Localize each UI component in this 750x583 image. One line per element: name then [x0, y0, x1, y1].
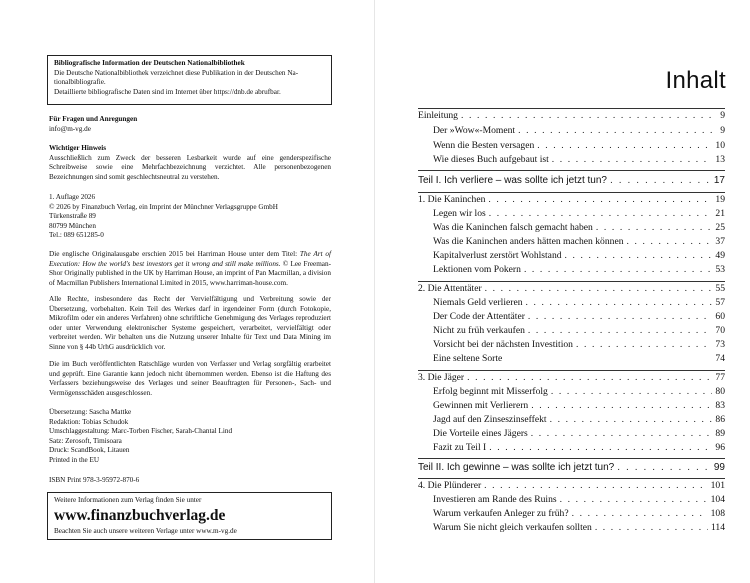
toc-entry	[433, 414, 725, 428]
biblio-line: Detaillierte bibliografische Daten sind im Internet über https://dnb.de abrufbar.	[54, 87, 281, 96]
toc-page: 80	[715, 386, 725, 397]
toc-rule	[418, 108, 725, 109]
toc-entry	[433, 353, 725, 367]
toc-page: 37	[715, 236, 725, 247]
toc-part-entry	[418, 175, 725, 189]
toc-label: 3. Die Jäger	[418, 372, 465, 383]
toc-page: 96	[715, 442, 725, 453]
toc-entry	[418, 372, 725, 386]
toc-leader	[484, 480, 707, 491]
toc-leader	[537, 140, 712, 151]
toc-page: 83	[715, 400, 725, 411]
toc-entry	[433, 154, 725, 168]
toc-label: 2. Die Attentäter	[418, 283, 482, 294]
toc-page: 101	[710, 480, 725, 491]
toc-leader	[524, 264, 712, 275]
toc-rule	[418, 281, 725, 282]
toc-leader	[485, 283, 713, 294]
credit-line: Printed in the EU	[49, 455, 100, 464]
toc-leader	[572, 508, 708, 519]
toc-label: Die Vorteile eines Jägers	[433, 428, 528, 439]
toc-page: 86	[715, 414, 725, 425]
toc-page: 53	[715, 264, 725, 275]
toc-leader	[528, 311, 713, 322]
questions-email: info@m-vg.de	[49, 124, 91, 133]
toc-entry	[418, 283, 725, 297]
biblio-line: Die Deutsche Nationalbibliothek verzeichnet diese Publikation in der Deutschen Na-	[54, 68, 299, 77]
toc-entry	[433, 522, 725, 536]
toc-page: 99	[713, 462, 725, 473]
bibliographic-info-box	[47, 55, 332, 105]
toc-part-entry	[418, 462, 725, 476]
credit-line: Übersetzung: Sascha Mattke	[49, 408, 132, 416]
toc-entry	[433, 125, 725, 139]
toc-label: Der Code der Attentäter	[433, 311, 525, 322]
toc-entry	[433, 208, 725, 222]
toc-entry	[418, 480, 725, 494]
toc-label: Erfolg beginnt mit Misserfolg	[433, 386, 548, 397]
toc-page: 114	[710, 522, 725, 533]
web-url: www.finanzbuchverlag.de	[54, 507, 226, 525]
edition-line: Türkenstraße 89	[49, 212, 96, 220]
credit-line: Satz: Zerosoft, Timisoara	[49, 436, 122, 445]
toc-label: Nicht zu früh verkaufen	[433, 325, 525, 336]
toc-page: 104	[710, 494, 725, 505]
toc-page: 108	[710, 508, 725, 519]
original-edition-block	[49, 250, 331, 288]
toc-label: 4. Die Plünderer	[418, 480, 482, 491]
web-outro: Beachten Sie auch unsere weiteren Verlage unter www.m-vg.de	[54, 526, 237, 535]
notice-block	[49, 144, 331, 182]
toc-label: Teil II. Ich gewinne – was sollte ich jetzt tun?	[418, 462, 615, 473]
toc-label: Investieren am Rande des Ruins	[433, 494, 557, 505]
toc-label: Legen wir los	[433, 208, 486, 219]
toc-label: 1. Die Kaninchen	[418, 194, 486, 205]
biblio-heading: Bibliografische Information der Deutschen Nationalbibliothek	[54, 59, 245, 67]
toc-page: 25	[715, 222, 725, 233]
biblio-line: tionalbibliografie.	[54, 78, 106, 86]
edition-line: 1. Auflage 2026	[49, 193, 96, 201]
disclaimer-block	[49, 360, 331, 398]
toc-label: Kapitalverlust zerstört Wohlstand	[433, 250, 562, 261]
toc-rule	[418, 370, 725, 371]
toc-leader	[531, 428, 713, 439]
toc-label: Was die Kaninchen anders hätten machen können	[433, 236, 624, 247]
toc-label: Wie dieses Buch aufgebaut ist	[433, 154, 549, 165]
toc-entry	[418, 194, 725, 208]
original-title: The Art of Execution: How the world's best investors get it wrong and still make millions.	[49, 250, 331, 268]
toc-rule	[418, 192, 725, 193]
toc-leader	[550, 414, 713, 425]
toc-leader	[528, 325, 713, 336]
edition-block	[49, 193, 331, 241]
toc-label: Einleitung	[418, 110, 458, 121]
toc-rule	[418, 170, 725, 171]
toc-entry	[433, 325, 725, 339]
toc-page: 10	[715, 140, 725, 151]
toc-leader	[489, 442, 712, 453]
toc-entry	[433, 339, 725, 353]
toc-page: 60	[715, 311, 725, 322]
toc-page: 89	[715, 428, 725, 439]
contents-page	[375, 0, 750, 583]
toc-page: 9	[720, 125, 725, 136]
toc-leader	[617, 462, 711, 473]
toc-page: 9	[720, 110, 725, 121]
isbn: ISBN Print 978-3-95972-870-6	[49, 476, 140, 484]
rights-block	[49, 295, 331, 352]
toc-entry	[433, 297, 725, 311]
toc-entry	[433, 400, 725, 414]
toc-entry	[433, 222, 725, 236]
notice-text: Ausschließlich zum Zweck der besseren Lesbarkeit wurde auf eine genderspezifische Schreibweise sowie eine Mehrfachbezeichnung verzichtet. Alle personenbezogenen Bezeichnungen sind somit geschlechtsneutral zu verstehen.	[49, 153, 331, 181]
toc-page: 73	[715, 339, 725, 350]
notice-heading: Wichtiger Hinweis	[49, 144, 107, 152]
toc-label: Warum Sie nicht gleich verkaufen sollten	[433, 522, 592, 533]
web-intro: Weitere Informationen zum Verlag finden Sie unter	[54, 496, 202, 504]
toc-entry	[433, 428, 725, 442]
toc-label: Wenn die Besten versagen	[433, 140, 535, 151]
toc-entry	[433, 236, 725, 250]
toc-leader	[461, 110, 717, 121]
toc-leader	[595, 522, 708, 533]
toc-leader	[552, 154, 713, 165]
toc-page: 57	[715, 297, 725, 308]
original-edition-text	[49, 250, 331, 288]
toc-page: 19	[715, 194, 725, 205]
credit-line: Umschlaggestaltung: Marc-Torben Fischer, Sarah-Chantal Lind	[49, 427, 233, 435]
toc-label: Gewinnen mit Verlierern	[433, 400, 529, 411]
toc-label: Lektionen vom Pokern	[433, 264, 521, 275]
publisher-web-box	[47, 492, 332, 540]
toc-label: Was die Kaninchen falsch gemacht haben	[433, 222, 593, 233]
toc-label: Jagd auf den Zinseszinseffekt	[433, 414, 547, 425]
toc-label: Fazit zu Teil I	[433, 442, 487, 453]
edition-line: Tel.: 089 651285-0	[49, 231, 104, 239]
toc-label: Niemals Geld verlieren	[433, 297, 523, 308]
toc-page: 55	[715, 283, 725, 294]
toc-leader	[596, 222, 713, 233]
credit-line: Redaktion: Tobias Schudok	[49, 417, 129, 426]
toc-page: 13	[715, 154, 725, 165]
original-post: © Lee Freeman-Shor Originally published in the UK by Harriman House, an imprint of Pan Macmillan, a division of Macmillan Publishers International Limited in 2015, www.harriman-house.com.	[49, 259, 331, 287]
toc-entry	[433, 386, 725, 400]
credit-line: Druck: ScandBook, Litauen	[49, 446, 130, 454]
edition-line: © 2026 by Finanzbuch Verlag, ein Imprint der Münchner Verlagsgruppe GmbH	[49, 202, 278, 211]
toc-page: 77	[715, 372, 725, 383]
contents-title: Inhalt	[665, 67, 726, 94]
toc-rule	[418, 458, 725, 459]
toc-leader	[576, 339, 712, 350]
disclaimer-text: Die im Buch veröffentlichten Ratschläge wurden von Verfasser und Verlag sorgfältig erarbeitet und geprüft. Eine Garantie kann jedoch nicht übernommen werden. Ebenso ist die Haftung des Verfassers beziehungsweise des Verlages und seiner Beauftragten für Personen-, Sach- und Vermögensschäden ausgeschlossen.	[49, 360, 331, 397]
toc-label: Eine seltene Sorte	[433, 353, 503, 364]
questions-heading: Für Fragen und Anregungen	[49, 115, 138, 123]
toc-leader	[610, 175, 711, 186]
toc-label: Teil I. Ich verliere – was sollte ich jetzt tun?	[418, 175, 607, 186]
toc-label: Warum verkaufen Anleger zu früh?	[433, 508, 569, 519]
toc-entry	[433, 311, 725, 325]
toc-leader	[531, 400, 712, 411]
original-pre: Die englische Originalausgabe erschien 2015 bei Harriman House unter dem Titel:	[49, 250, 300, 258]
toc-leader	[560, 494, 708, 505]
toc-page: 49	[715, 250, 725, 261]
toc-leader	[518, 125, 717, 136]
toc-leader	[551, 386, 713, 397]
toc-entry	[433, 508, 725, 522]
rights-text: Alle Rechte, insbesondere das Recht der Vervielfältigung und Verbreitung sowie der Übersetzung, vorbehalten. Kein Teil des Werkes darf in irgendeiner Form (durch Fotokopie, Mikrofilm oder ein anderes Verfahren) ohne schriftliche Genehmigung des Verlages reproduziert oder unter Verwendung elektronischer Systeme gespeichert, verarbeitet, vervielfältigt oder verbreitet werden. Wir behalten uns die Nutzung unserer Inhalte für Text und Data Mining im Sinne von § 44b UrhG ausdrücklich vor.	[49, 295, 331, 351]
toc-leader	[488, 194, 712, 205]
toc-label: Vorsicht bei der nächsten Investition	[433, 339, 573, 350]
toc-leader	[489, 208, 713, 219]
toc-page: 21	[715, 208, 725, 219]
toc-entry	[433, 442, 725, 456]
credits-block	[49, 408, 331, 465]
toc-page: 74	[715, 353, 725, 364]
toc-entry	[433, 250, 725, 264]
toc-rule	[418, 478, 725, 479]
isbn-block	[49, 476, 331, 486]
toc-label: Der »Wow«-Moment	[433, 125, 516, 136]
toc-entry	[433, 264, 725, 278]
edition-line: 80799 München	[49, 221, 96, 230]
toc-entry	[433, 140, 725, 154]
toc-entry	[433, 494, 725, 508]
toc-leader	[467, 372, 712, 383]
questions-block	[49, 115, 331, 134]
toc-page: 70	[715, 325, 725, 336]
toc-page: 17	[713, 175, 725, 186]
toc-leader	[627, 236, 713, 247]
toc-entry	[418, 110, 725, 124]
toc-leader	[526, 297, 713, 308]
toc-leader	[565, 250, 713, 261]
